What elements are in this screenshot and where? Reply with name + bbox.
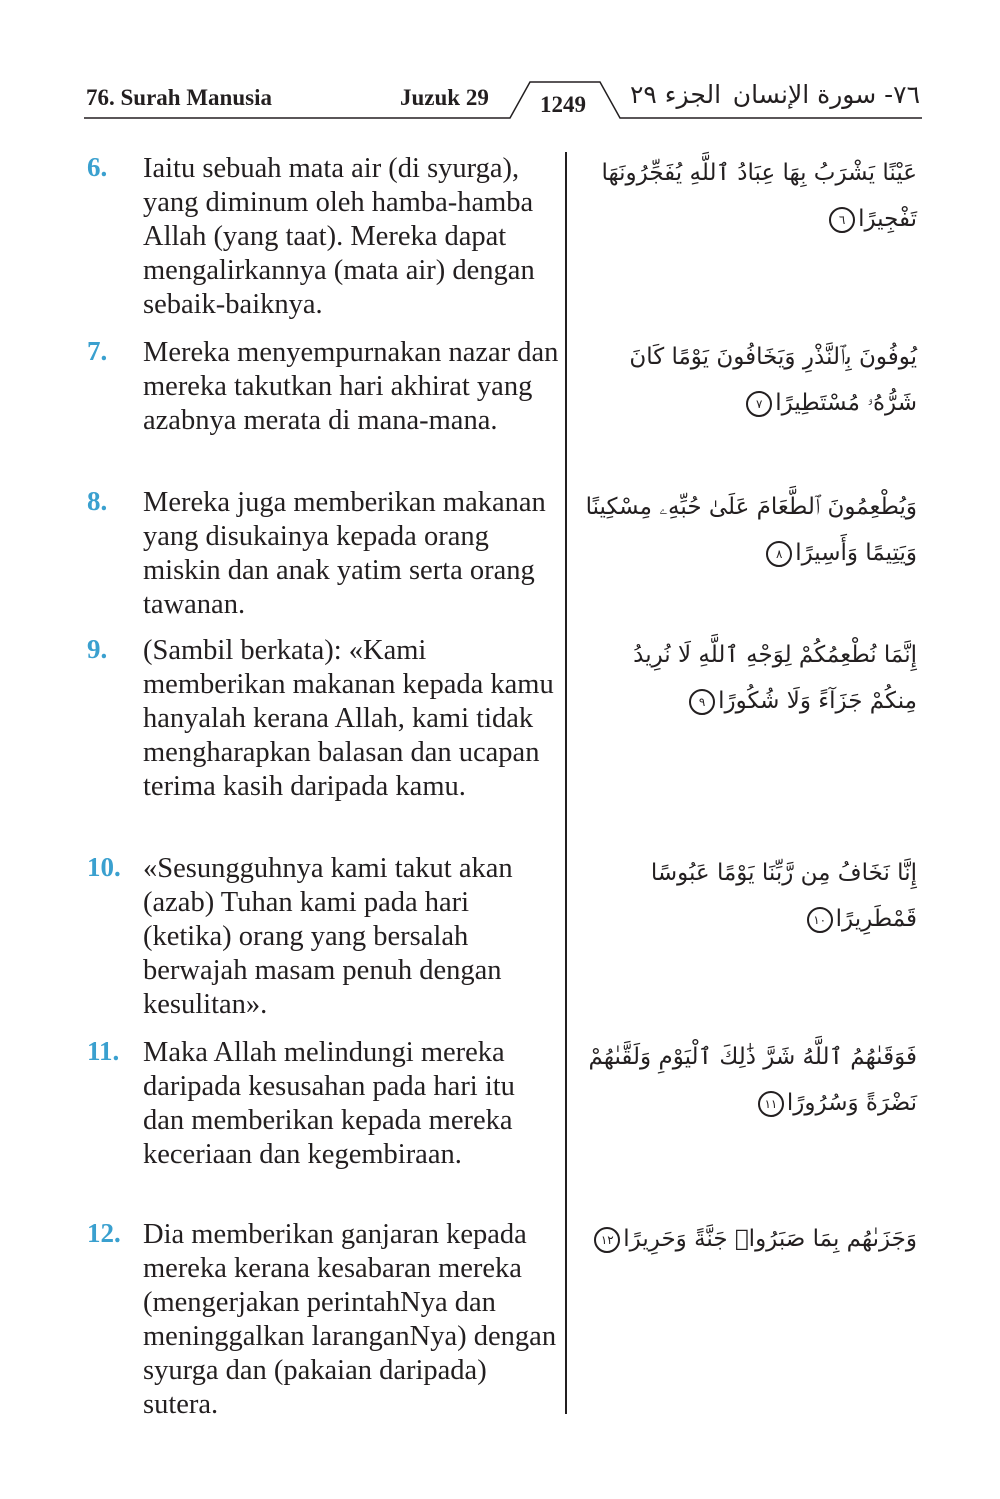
verse-translation: (Sambil berkata): «Kami memberikan makanan kepada kamu hanyalah kerana Allah, kami tidak mengharapkan balasan dan ucapan terima kasih daripada kamu. xyxy=(143,635,554,802)
juzuk-label: Juzuk 29 xyxy=(400,85,489,110)
verse-translation: Dia memberikan ganjaran kepada mereka kerana kesabaran mereka (mengerjakan perintahNya dan meninggalkan laranganNya) dengan syurga dan (pakaian daripada) sutera. xyxy=(143,1219,557,1420)
verse-arabic xyxy=(585,484,917,576)
column-divider xyxy=(565,152,567,1414)
verse-arabic xyxy=(585,150,917,242)
verse-translation: Mereka menyempurnakan nazar dan mereka takutkan hari akhirat yang azabnya merata di mana-mana. xyxy=(143,337,559,436)
arabic-text: يُوفُونَ بِٱلنَّذْرِ وَيَخَافُونَ يَوْمًا كَانَ شَرُّهُۥ مُسْتَطِيرًا xyxy=(629,344,917,416)
verse-arabic xyxy=(585,1216,917,1262)
surah-arabic-title: ٧٦- سورة الإنسان xyxy=(732,80,920,109)
verse-translation: Mereka juga memberikan makanan yang disukainya kepada orang miskin dan anak yatim serta orang tawanan. xyxy=(143,487,546,620)
ayah-marker: ٧ xyxy=(746,391,772,417)
verse-number: 6. xyxy=(87,152,108,182)
verse-arabic xyxy=(585,1034,917,1126)
verse-number: 12. xyxy=(87,1218,121,1248)
arabic-text: وَيُطْعِمُونَ ٱلطَّعَامَ عَلَىٰ حُبِّهِۦ مِسْكِينًا وَيَتِيمًا وَأَسِيرًا xyxy=(585,494,917,566)
page-header xyxy=(84,0,922,130)
ayah-marker: ٨ xyxy=(766,541,792,567)
arabic-text: فَوَقَىٰهُمُ ٱللَّهُ شَرَّ ذَٰلِكَ ٱلْيَوْمِ وَلَقَّىٰهُمْ نَضْرَةً وَسُرُورًا xyxy=(588,1044,917,1116)
ayah-marker: ١٢ xyxy=(594,1227,620,1253)
arabic-text: إِنَّمَا نُطْعِمُكُمْ لِوَجْهِ ٱللَّهِ لَا نُرِيدُ مِنكُمْ جَزَآءً وَلَا شُكُورًا xyxy=(633,642,917,714)
verse-translation: Iaitu sebuah mata air (di syurga), yang diminum oleh hamba-hamba Allah (yang taat). Mereka dapat mengalirkannya (mata air) dengan sebaik-baiknya. xyxy=(143,153,535,320)
ayah-marker: ١٠ xyxy=(807,907,833,933)
verse-translation: Maka Allah melindungi mereka daripada kesusahan pada hari itu dan memberikan kepada mereka keceriaan dan kegembiraan. xyxy=(143,1037,515,1170)
arabic-text: وَجَزَىٰهُم بِمَا صَبَرُوا۟ جَنَّةً وَحَرِيرًا xyxy=(623,1226,917,1252)
arabic-text: عَيْنًا يَشْرَبُ بِهَا عِبَادُ ٱللَّهِ يُفَجِّرُونَهَا تَفْجِيرًا xyxy=(601,160,917,232)
ayah-marker: ١١ xyxy=(758,1091,784,1117)
ayah-marker: ٩ xyxy=(689,689,715,715)
verse-arabic xyxy=(585,334,917,426)
verse-translation: «Sesungguhnya kami takut akan (azab) Tuhan kami pada hari (ketika) orang yang bersalah berwajah masam penuh dengan kesulitan». xyxy=(143,853,513,1020)
page-number: 1249 xyxy=(540,92,586,117)
verse-number: 8. xyxy=(87,486,108,516)
verse-number: 9. xyxy=(87,634,108,664)
ayah-marker: ٦ xyxy=(829,207,855,233)
verse-number: 7. xyxy=(87,336,108,366)
verse-number: 11. xyxy=(87,1036,120,1066)
verse-arabic xyxy=(585,850,917,942)
verse-arabic xyxy=(585,632,917,724)
surah-latin-title: 76. Surah Manusia xyxy=(86,85,272,110)
juz-arabic-label: الجزء ٢٩ xyxy=(630,80,722,109)
verse-number: 10. xyxy=(87,852,121,882)
arabic-text: إِنَّا نَخَافُ مِن رَّبِّنَا يَوْمًا عَبُوسًا قَمْطَرِيرًا xyxy=(650,860,917,932)
